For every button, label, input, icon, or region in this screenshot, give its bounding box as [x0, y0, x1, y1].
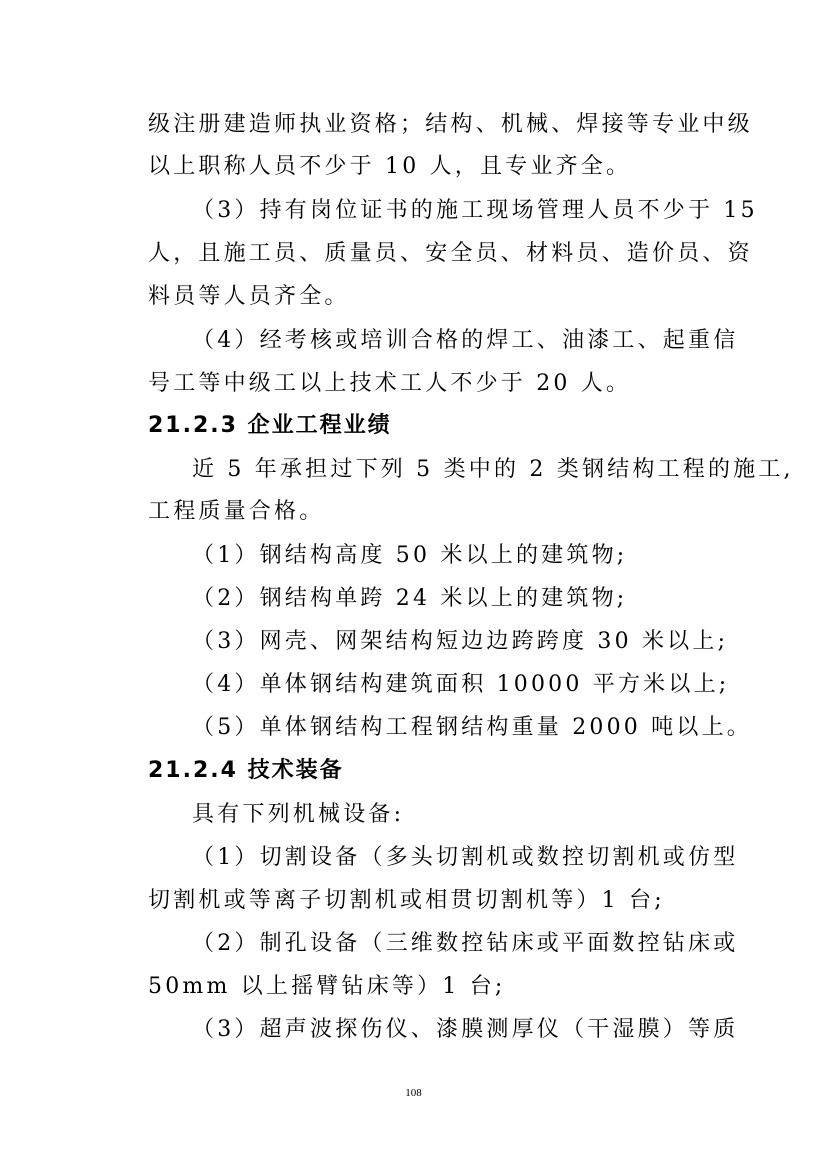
text-line: 具有下列机械设备:: [192, 802, 405, 827]
list-item: （1）切割设备（多头切割机或数控切割机或仿型: [192, 845, 739, 870]
text-line: 以上职称人员不少于 10 人，且专业齐全。: [148, 154, 632, 179]
list-item: （2）钢结构单跨 24 米以上的建筑物;: [192, 586, 628, 611]
list-item: （3）持有岗位证书的施工现场管理人员不少于 15: [192, 198, 758, 223]
text-line: 50mm 以上摇臂钻床等）1 台;: [148, 974, 506, 999]
list-item: （3）网壳、网架结构短边边跨跨度 30 米以上;: [192, 629, 729, 654]
page-number: 108: [405, 1087, 422, 1099]
text-line: 级注册建造师执业资格；结构、机械、焊接等专业中级: [148, 112, 753, 137]
section-heading: 21.2.4 技术装备: [148, 758, 344, 783]
text-line: 号工等中级工以上技术工人不少于 20 人。: [148, 371, 632, 396]
list-item: （4）单体钢结构建筑面积 10000 平方米以上;: [192, 672, 730, 697]
text-line: 料员等人员齐全。: [148, 284, 350, 309]
text-line: 工程质量合格。: [148, 499, 325, 524]
list-item: （1）钢结构高度 50 米以上的建筑物;: [192, 543, 628, 568]
list-item: （5）单体钢结构工程钢结构重量 2000 吨以上。: [192, 715, 752, 740]
text-line: 近 5 年承担过下列 5 类中的 2 类钢结构工程的施工,: [192, 457, 794, 482]
list-item: （2）制孔设备（三维数控钻床或平面数控钻床或: [192, 931, 739, 956]
text-line: 人，且施工员、质量员、安全员、材料员、造价员、资: [148, 241, 753, 266]
section-heading: 21.2.3 企业工程业绩: [148, 413, 392, 438]
list-item: （3）超声波探伤仪、漆膜测厚仪（干湿膜）等质: [192, 1017, 739, 1042]
text-line: 切割机或等离子切割机或相贯切割机等）1 台;: [148, 888, 665, 913]
list-item: （4）经考核或培训合格的焊工、油漆工、起重信: [192, 328, 739, 353]
